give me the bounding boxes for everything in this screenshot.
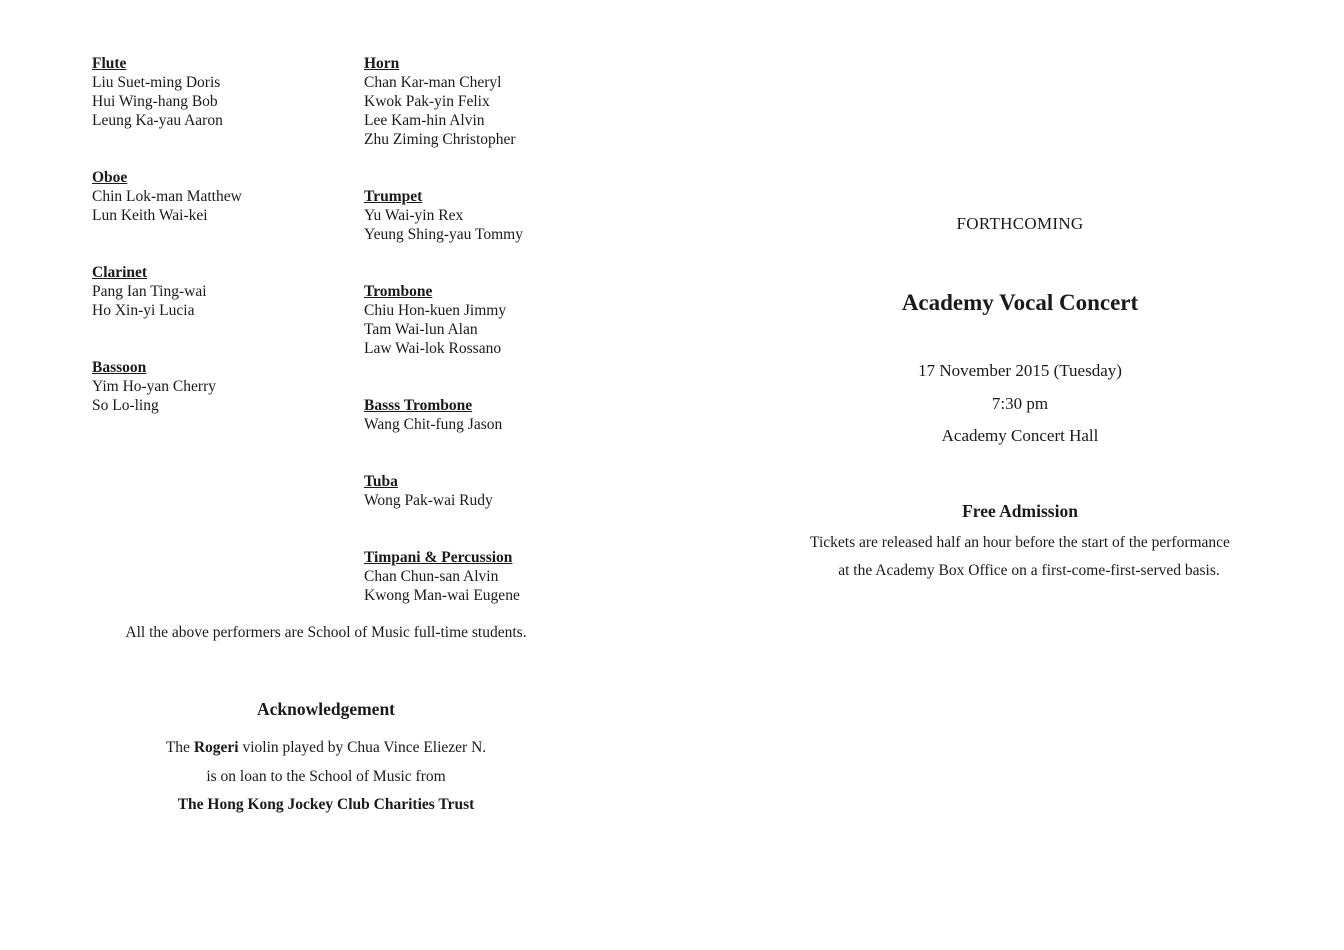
- instrument-section: [92, 54, 223, 130]
- free-admission-heading: Free Admission: [962, 501, 1078, 521]
- instrument-section: [364, 187, 523, 244]
- performer-name: Chan Chun-san Alvin: [364, 568, 499, 585]
- instrument-section: [364, 472, 493, 510]
- forthcoming-title: Academy Vocal Concert: [901, 290, 1139, 315]
- section-heading: Flute: [92, 55, 127, 72]
- performer-name: Chiu Hon-kuen Jimmy: [364, 302, 507, 319]
- forthcoming-venue: Academy Concert Hall: [941, 426, 1099, 445]
- instrument-section: [364, 54, 516, 149]
- performer-name: Yim Ho-yan Cherry: [92, 378, 216, 395]
- instrument-section: [364, 282, 506, 358]
- tickets-info-line-1: Tickets are released half an hour before the start of the performance: [810, 534, 1230, 551]
- performer-name: Law Wai-lok Rossano: [364, 340, 502, 357]
- forthcoming-time: 7:30 pm: [991, 394, 1049, 413]
- performer-name: Chan Kar-man Cheryl: [364, 74, 502, 91]
- acknowledgement-sponsor: The Hong Kong Jockey Club Charities Trust: [177, 796, 475, 813]
- tickets-info-line-2: at the Academy Box Office on a first-come-first-served basis.: [838, 562, 1220, 579]
- performer-name: Wang Chit-fung Jason: [364, 416, 503, 433]
- section-heading: Timpani & Percussion: [364, 549, 513, 566]
- ack-violin-name: Rogeri: [193, 739, 239, 756]
- instrument-section: [92, 358, 216, 415]
- performers-note: All the above performers are School of Music full-time students.: [125, 624, 527, 641]
- performer-name: So Lo-ling: [92, 397, 159, 414]
- section-heading: Trumpet: [364, 188, 423, 205]
- performer-name: Tam Wai-lun Alan: [364, 321, 478, 338]
- performer-name: Yu Wai-yin Rex: [364, 207, 464, 224]
- instrument-section: [92, 263, 207, 320]
- acknowledgement-line-1: [92, 739, 560, 757]
- forthcoming-date: 17 November 2015 (Tuesday): [918, 361, 1122, 380]
- acknowledgement-title: Acknowledgement: [256, 699, 396, 719]
- instrument-section: [364, 396, 502, 434]
- performer-name: Hui Wing-hang Bob: [92, 93, 218, 110]
- section-heading: Trombone: [364, 283, 433, 300]
- ack-line1-pre: The: [165, 739, 194, 756]
- performer-name: Lun Keith Wai-kei: [92, 207, 208, 224]
- section-heading: Clarinet: [92, 264, 148, 281]
- acknowledgement-line-2: is on loan to the School of Music from: [206, 768, 446, 785]
- performer-name: Kwok Pak-yin Felix: [364, 93, 490, 110]
- performer-name: Lee Kam-hin Alvin: [364, 112, 485, 129]
- section-heading: Oboe: [92, 169, 128, 186]
- performer-name: Liu Suet-ming Doris: [92, 74, 221, 91]
- performer-name: Kwong Man-wai Eugene: [364, 587, 520, 604]
- performer-name: Chin Lok-man Matthew: [92, 188, 242, 205]
- performer-name: Leung Ka-yau Aaron: [92, 112, 223, 129]
- instrument-section: [364, 548, 520, 605]
- performer-name: Zhu Ziming Christopher: [364, 131, 516, 148]
- section-heading: Bassoon: [92, 359, 147, 376]
- instrument-section: [92, 168, 242, 225]
- performer-name: Yeung Shing-yau Tommy: [364, 226, 523, 243]
- section-heading: Basss Trombone: [364, 397, 473, 414]
- performer-name: Pang Ian Ting-wai: [92, 283, 207, 300]
- performer-name: Ho Xin-yi Lucia: [92, 302, 195, 319]
- performer-name: Wong Pak-wai Rudy: [364, 492, 493, 509]
- forthcoming-label: FORTHCOMING: [956, 214, 1084, 233]
- ack-line1-post: violin played by Chua Vince Eliezer N.: [238, 739, 487, 756]
- section-heading: Tuba: [364, 473, 398, 490]
- section-heading: Horn: [364, 55, 400, 72]
